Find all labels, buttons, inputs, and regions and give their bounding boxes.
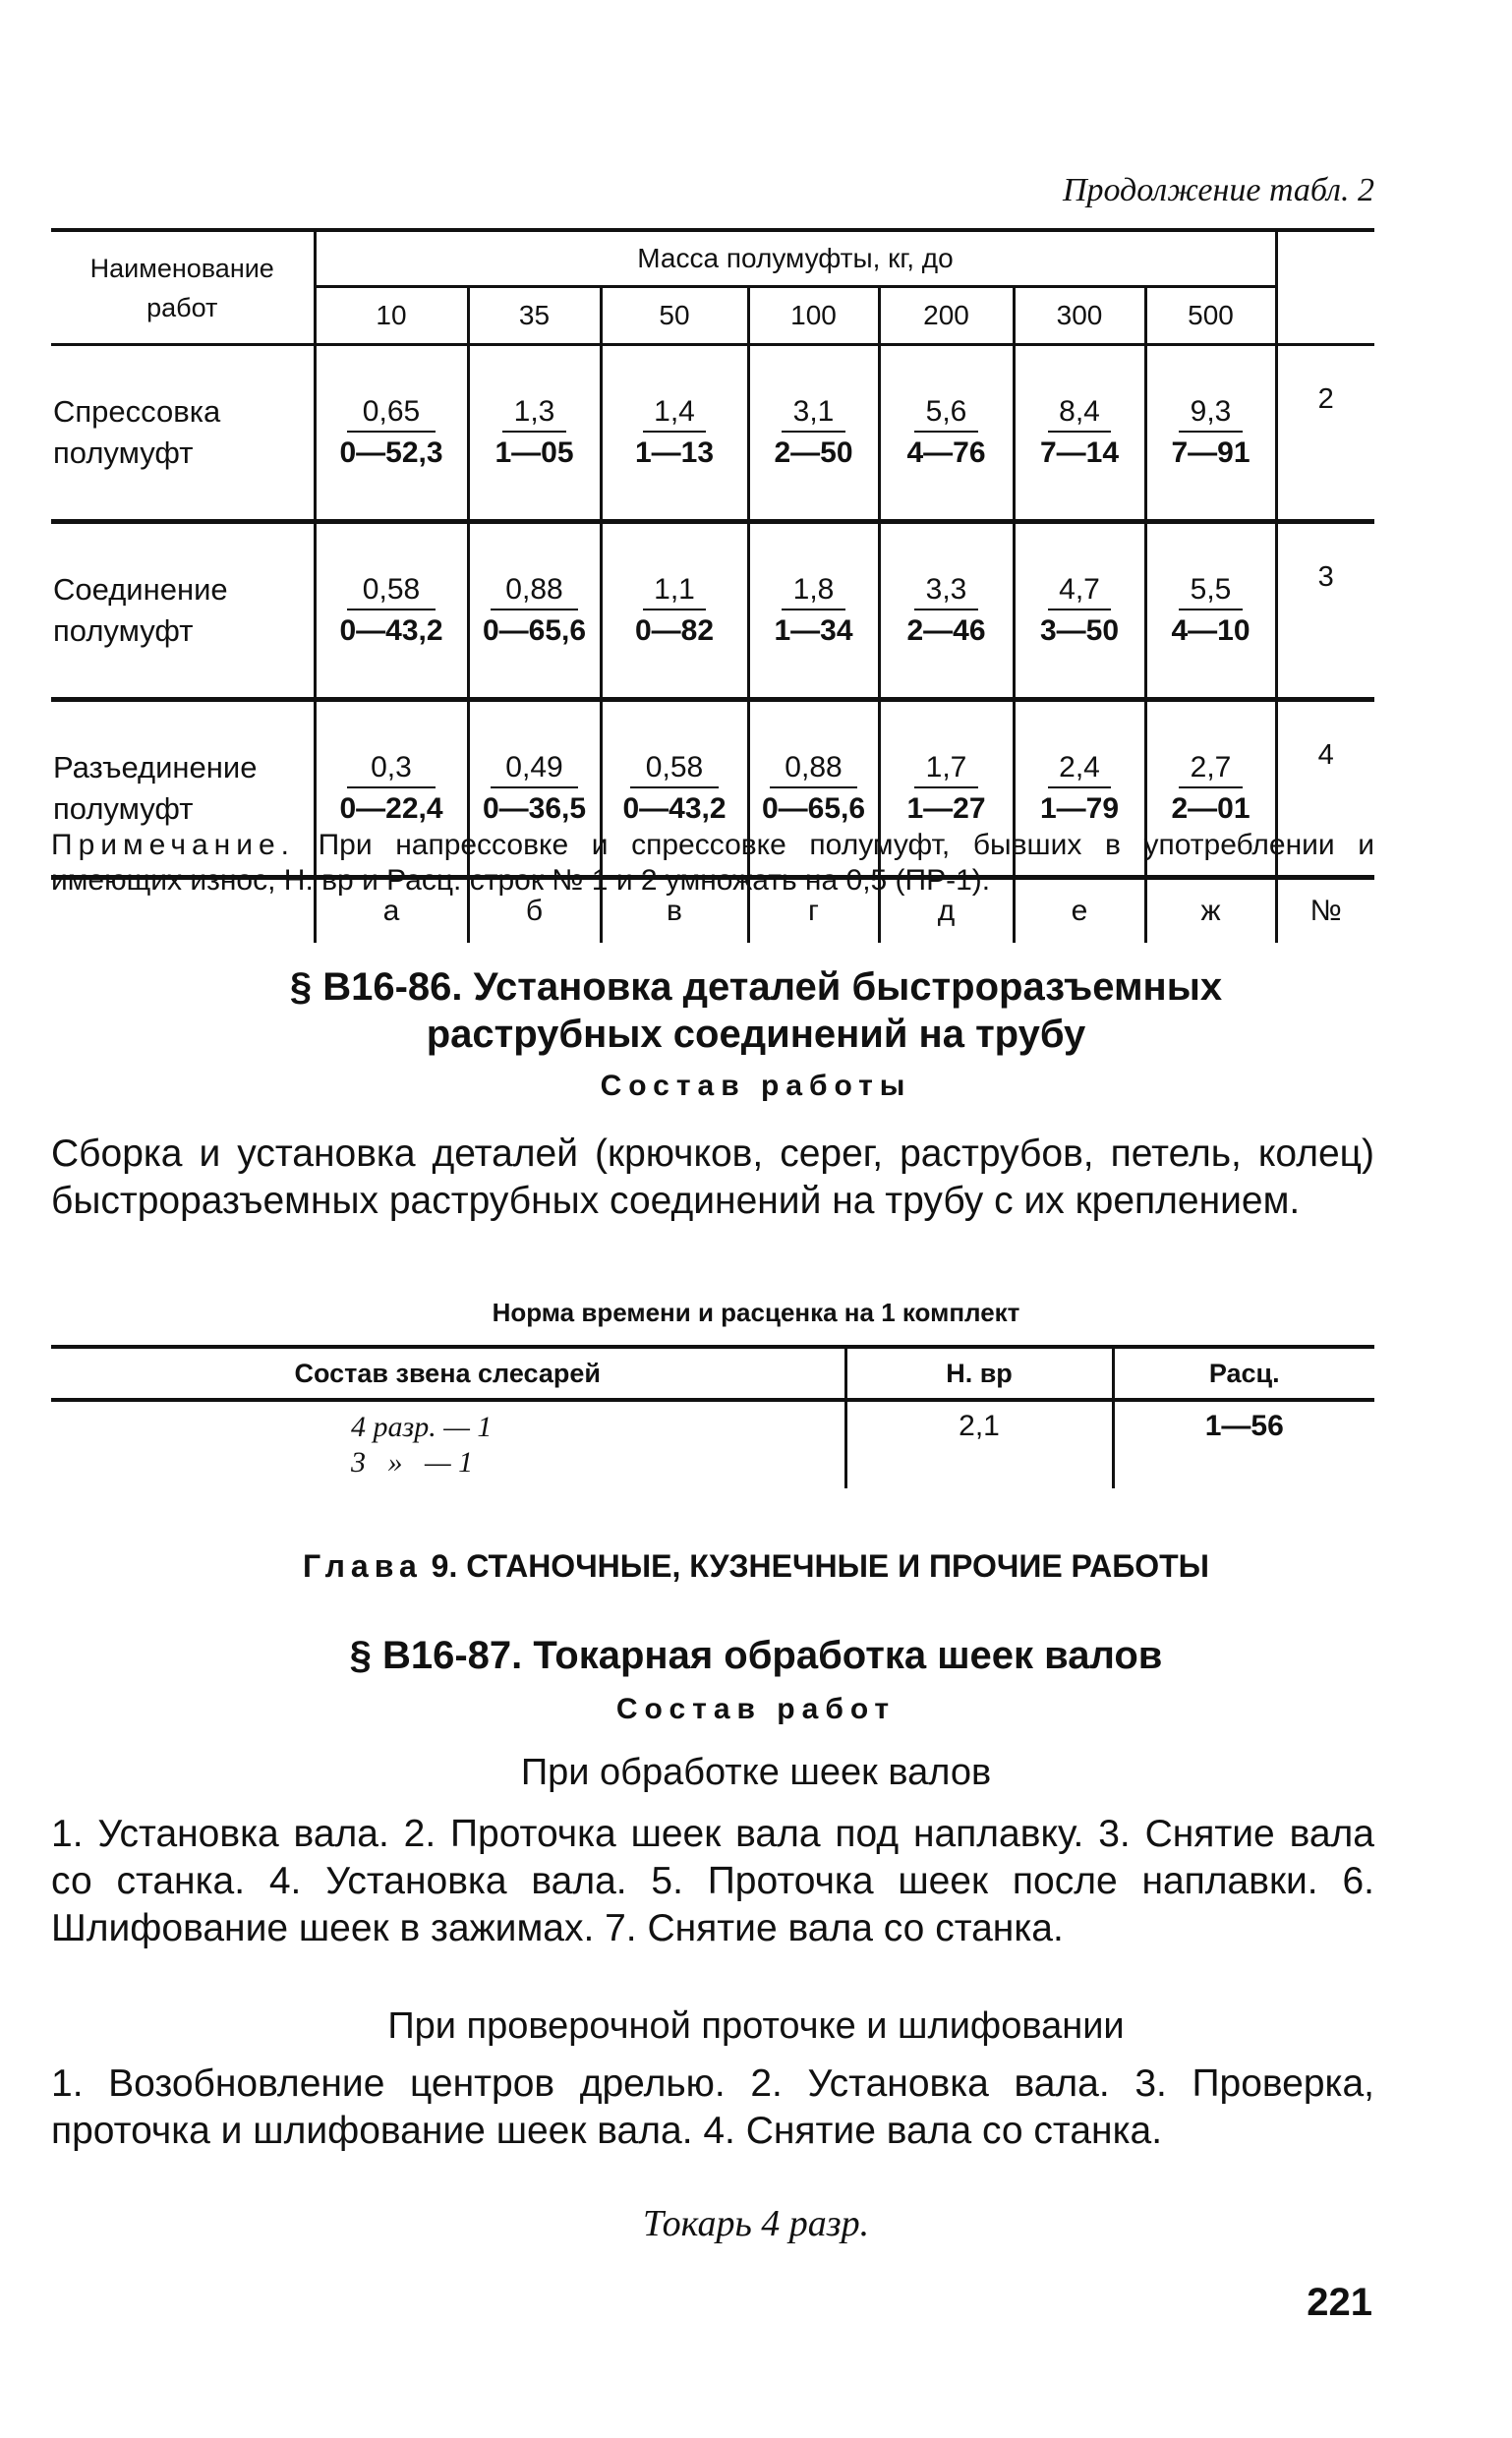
- price-value: 0—65,6: [482, 614, 587, 647]
- section-86-title-line2: раструбных соединений на трубу: [426, 1013, 1086, 1056]
- price-value: 0—43,2: [339, 614, 443, 647]
- weight-cell: 50: [601, 287, 748, 345]
- weight-cell: 500: [1145, 287, 1276, 345]
- weight-cell: 100: [748, 287, 879, 345]
- price-value: 0—52,3: [339, 436, 443, 469]
- section-87-title: § В16-87. Токарная обработка шеек валов: [349, 1634, 1163, 1677]
- price-value: 1—13: [634, 436, 715, 469]
- worker-grade: Токарь 4 разр.: [642, 2203, 870, 2244]
- price-value: 1—34: [774, 614, 853, 647]
- section-86-title-line1: § В16-86. Установка деталей быстроразъемных: [289, 965, 1223, 1009]
- time-value: 0,65: [347, 395, 435, 433]
- header-rasc: Расц.: [1113, 1347, 1374, 1400]
- price-value: 4—10: [1171, 614, 1250, 647]
- time-value: 0,88: [491, 573, 578, 610]
- page-number: 221: [1307, 2281, 1372, 2324]
- letter-cell: а: [315, 878, 468, 944]
- time-value: 0,58: [630, 751, 718, 788]
- row-name: Разъединение полумуфт: [51, 700, 315, 878]
- price-value: 4—76: [906, 436, 986, 469]
- time-value: 0,3: [347, 751, 435, 788]
- time-value: 1,8: [782, 573, 844, 610]
- letter-cell: е: [1014, 878, 1145, 944]
- weight-cell: 10: [315, 287, 468, 345]
- price-value: 1—27: [906, 792, 986, 825]
- header-mass: Масса полумуфты, кг, до: [315, 230, 1276, 287]
- section-87-text-1: 1. Установка вала. 2. Проточка шеек вала под наплавку. 3. Снятие вала со станка. 4. Установка вала. 5. Проточка шеек после наплавки. 6. Шлифование шеек в зажимах. 7. Снятие вала со станка.: [51, 1813, 1374, 1949]
- table-row: [51, 345, 1374, 522]
- section-87-subtitle: Состав работ: [615, 1693, 897, 1725]
- note-label: Примечание.: [51, 829, 295, 861]
- chapter-label: Глава: [303, 1548, 423, 1584]
- section-86-text: Сборка и установка деталей (крючков, серег, раструбов, петель, колец) быстроразъемных раструбных соединений на трубу с их креплением.: [51, 1132, 1374, 1222]
- price-value: 0—82: [634, 614, 715, 647]
- weight-cell: 300: [1014, 287, 1145, 345]
- time-value: 5,6: [914, 395, 977, 433]
- norm-caption: Норма времени и расценка на 1 комплект: [492, 1298, 1020, 1327]
- row-name: Спрессовка полумуфт: [51, 345, 315, 522]
- table-note: [51, 828, 1374, 899]
- header-crew: Состав звена слесарей: [51, 1347, 845, 1400]
- nvr-value: 2,1: [845, 1400, 1113, 1488]
- table-row: [51, 1400, 1374, 1488]
- time-value: 8,4: [1048, 395, 1111, 433]
- price-value: 1—05: [494, 436, 574, 469]
- section-86-subtitle: Состав работы: [600, 1070, 912, 1102]
- weight-cell: 200: [879, 287, 1014, 345]
- time-value: 9,3: [1179, 395, 1242, 433]
- letter-cell: в: [601, 878, 748, 944]
- price-value: 0—22,4: [339, 792, 443, 825]
- price-value: 2—50: [774, 436, 853, 469]
- chapter-text: 9. СТАНОЧНЫЕ, КУЗНЕЧНЫЕ И ПРОЧИЕ РАБОТЫ: [431, 1548, 1209, 1584]
- price-value: 2—01: [1171, 792, 1250, 825]
- letter-cell: №: [1276, 878, 1374, 944]
- time-value: 5,5: [1179, 573, 1242, 610]
- row-number: 4: [1276, 700, 1374, 878]
- rasc-value: 1—56: [1113, 1400, 1374, 1488]
- price-value: 7—14: [1039, 436, 1120, 469]
- time-value: 1,3: [502, 395, 565, 433]
- section-87-text-2: 1. Возобновление центров дрелью. 2. Установка вала. 3. Проверка, проточка и шлифование шеек вала. 4. Снятие вала со станка.: [51, 2062, 1374, 2152]
- row-number: 2: [1276, 345, 1374, 522]
- crew-line: 4 разр. — 1: [351, 1411, 493, 1443]
- row-name: Соединение полумуфт: [51, 522, 315, 700]
- letter-cell: д: [879, 878, 1014, 944]
- time-value: 0,49: [491, 751, 578, 788]
- time-value: 2,7: [1179, 751, 1242, 788]
- time-value: 3,3: [914, 573, 977, 610]
- price-value: 0—43,2: [622, 792, 727, 825]
- letter-cell: г: [748, 878, 879, 944]
- time-value: 1,7: [914, 751, 977, 788]
- time-value: 0,58: [347, 573, 435, 610]
- norm-table: [51, 1345, 1374, 1488]
- time-value: 4,7: [1048, 573, 1111, 610]
- chapter-heading: [0, 1548, 1512, 1585]
- continuation-label: Продолжение табл. 2: [1062, 172, 1374, 208]
- note-text: При напрессовке и спрессовке полумуфт, бывших в употреблении и имеющих износ, Н. вр и Расц. строк № 1 и 2 умножать на 0,5 (ПР-1).: [51, 829, 1375, 897]
- price-value: 2—46: [906, 614, 986, 647]
- row-number: 3: [1276, 522, 1374, 700]
- time-value: 1,4: [643, 395, 706, 433]
- time-value: 0,88: [770, 751, 857, 788]
- letter-cell: ж: [1145, 878, 1276, 944]
- crew-line: 3 » — 1: [351, 1446, 474, 1479]
- header-nvr: Н. вр: [845, 1347, 1113, 1400]
- price-value: 3—50: [1039, 614, 1120, 647]
- price-value: 1—79: [1039, 792, 1120, 825]
- time-value: 3,1: [782, 395, 844, 433]
- price-value: 7—91: [1171, 436, 1250, 469]
- time-value: 2,4: [1048, 751, 1111, 788]
- header-work-name: Наименование работ: [51, 230, 315, 345]
- price-value: 0—65,6: [761, 792, 866, 825]
- price-value: 0—36,5: [482, 792, 587, 825]
- header-num-blank: [1276, 230, 1374, 345]
- time-value: 1,1: [643, 573, 706, 610]
- subheading-2: При проверочной проточке и шлифовании: [387, 2005, 1125, 2047]
- subheading-1: При обработке шеек валов: [520, 1752, 992, 1793]
- letter-cell: б: [468, 878, 601, 944]
- table-row: [51, 522, 1374, 700]
- weight-cell: 35: [468, 287, 601, 345]
